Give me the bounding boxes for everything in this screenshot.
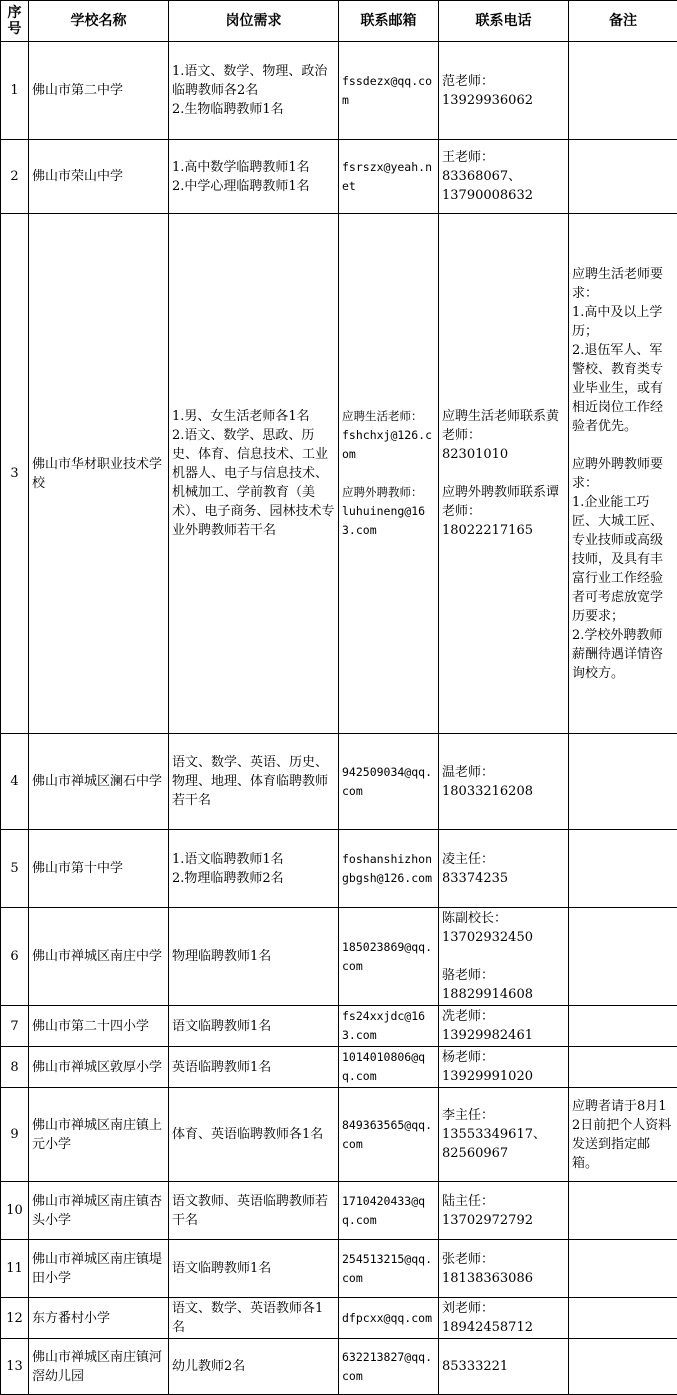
cell-notes (569, 1240, 677, 1298)
cell-index: 9 (1, 1088, 29, 1182)
cell-positions: 语文、数学、英语、历史、物理、地理、体育临聘教师若干名 (169, 734, 339, 830)
cell-school-name: 佛山市禅城区南庄镇上元小学 (29, 1088, 169, 1182)
cell-email[interactable]: 1710420433@qq.com (339, 1182, 439, 1240)
table-row (1, 140, 677, 214)
header-notes: 备注 (569, 1, 677, 42)
cell-positions: 1.语文临聘教师1名 2.物理临聘教师2名 (169, 830, 339, 908)
cell-index: 7 (1, 1006, 29, 1047)
cell-positions: 语文临聘教师1名 (169, 1006, 339, 1047)
cell-positions: 英语临聘教师1名 (169, 1047, 339, 1088)
cell-phone: 王老师： 83368067、 13790008632 (439, 140, 569, 214)
cell-notes (569, 908, 677, 1006)
cell-school-name: 佛山市第二十四小学 (29, 1006, 169, 1047)
cell-school-name: 东方番村小学 (29, 1298, 169, 1339)
cell-school-name: 佛山市禅城区南庄镇杏头小学 (29, 1182, 169, 1240)
header-email: 联系邮箱 (339, 1, 439, 42)
cell-positions: 1.男、女生活老师各1名 2.语文、数学、思政、历史、体育、信息技术、工业机器人、电子与信息技术、机械加工、学前教育（美术）、电子商务、园林技术专业外聘教师若干名 (169, 214, 339, 734)
cell-notes: 应聘生活老师要求： 1.高中及以上学历； 2.退伍军人、军警校、教育类专业毕业生，或有相近岗位工作经验者优先。 应聘外聘教师要求： 1.企业能工巧匠、大城工匠、专业技师或高级技师，及具有丰富行业工作经验者可考虑放宽学历要求； 2.学校外聘教师薪酬待遇详情咨询校方。 (569, 214, 677, 734)
table-row (1, 830, 677, 908)
cell-email[interactable]: 应聘生活老师： fshchxj@126.com 应聘外聘教师： luhuineng@163.com (339, 214, 439, 734)
cell-phone: 应聘生活老师联系黄老师： 82301010 应聘外聘教师联系谭老师： 18022217165 (439, 214, 569, 734)
cell-notes (569, 1298, 677, 1339)
table-row (1, 908, 677, 1006)
cell-index: 10 (1, 1182, 29, 1240)
cell-index: 3 (1, 214, 29, 734)
cell-phone: 刘老师： 18942458712 (439, 1298, 569, 1339)
cell-positions: 1.高中数学临聘教师1名 2.中学心理临聘教师1名 (169, 140, 339, 214)
cell-email[interactable]: fssdezx@qq.com (339, 42, 439, 140)
cell-school-name: 佛山市第二中学 (29, 42, 169, 140)
cell-notes (569, 734, 677, 830)
cell-school-name: 佛山市荣山中学 (29, 140, 169, 214)
cell-notes (569, 42, 677, 140)
cell-phone: 张老师： 18138363086 (439, 1240, 569, 1298)
table-row (1, 1240, 677, 1298)
cell-index: 8 (1, 1047, 29, 1088)
cell-phone: 温老师： 18033216208 (439, 734, 569, 830)
table-row (1, 1298, 677, 1339)
table-row (1, 1339, 677, 1395)
header-phone: 联系电话 (439, 1, 569, 42)
cell-school-name: 佛山市禅城区南庄镇河滘幼儿园 (29, 1339, 169, 1395)
cell-notes (569, 830, 677, 908)
cell-notes (569, 1047, 677, 1088)
table-body (1, 42, 677, 1395)
cell-notes (569, 1339, 677, 1395)
cell-positions: 语文、数学、英语教师各1名 (169, 1298, 339, 1339)
cell-email[interactable]: fs24xxjdc@163.com (339, 1006, 439, 1047)
cell-school-name: 佛山市禅城区敦厚小学 (29, 1047, 169, 1088)
cell-index: 4 (1, 734, 29, 830)
table-row (1, 1182, 677, 1240)
cell-phone: 冼老师： 13929982461 (439, 1006, 569, 1047)
cell-notes (569, 1006, 677, 1047)
cell-email[interactable]: 849363565@qq.com (339, 1088, 439, 1182)
cell-phone: 李主任： 13553349617、 82560967 (439, 1088, 569, 1182)
cell-phone: 陆主任： 13702972792 (439, 1182, 569, 1240)
cell-phone: 范老师： 13929936062 (439, 42, 569, 140)
cell-email[interactable]: foshanshizhongbgsh@126.com (339, 830, 439, 908)
cell-phone: 杨老师： 13929991020 (439, 1047, 569, 1088)
cell-index: 2 (1, 140, 29, 214)
table-row (1, 1088, 677, 1182)
table-row (1, 42, 677, 140)
cell-positions: 物理临聘教师1名 (169, 908, 339, 1006)
cell-school-name: 佛山市禅城区澜石中学 (29, 734, 169, 830)
table-row (1, 214, 677, 734)
cell-positions: 幼儿教师2名 (169, 1339, 339, 1395)
cell-school-name: 佛山市禅城区南庄中学 (29, 908, 169, 1006)
cell-positions: 体育、英语临聘教师各1名 (169, 1088, 339, 1182)
cell-positions: 语文临聘教师1名 (169, 1240, 339, 1298)
cell-notes: 应聘者请于8月12日前把个人资料发送到指定邮箱。 (569, 1088, 677, 1182)
cell-phone: 凌主任： 83374235 (439, 830, 569, 908)
cell-positions: 1.语文、数学、物理、政治临聘教师各2名 2.生物临聘教师1名 (169, 42, 339, 140)
table-row (1, 734, 677, 830)
cell-email[interactable]: 254513215@qq.com (339, 1240, 439, 1298)
cell-index: 12 (1, 1298, 29, 1339)
cell-phone: 85333221 (439, 1339, 569, 1395)
cell-school-name: 佛山市华材职业技术学校 (29, 214, 169, 734)
cell-index: 13 (1, 1339, 29, 1395)
cell-notes (569, 1182, 677, 1240)
cell-email[interactable]: 185023869@qq.com (339, 908, 439, 1006)
cell-school-name: 佛山市第十中学 (29, 830, 169, 908)
header-index: 序 号 (1, 1, 29, 42)
cell-email[interactable]: 1014010806@qq.com (339, 1047, 439, 1088)
cell-index: 6 (1, 908, 29, 1006)
header-row (1, 1, 677, 42)
table-row (1, 1006, 677, 1047)
cell-email[interactable]: dfpcxx@qq.com (339, 1298, 439, 1339)
cell-index: 11 (1, 1240, 29, 1298)
cell-positions: 语文教师、英语临聘教师若干名 (169, 1182, 339, 1240)
cell-phone: 陈副校长： 13702932450 骆老师： 18829914608 (439, 908, 569, 1006)
cell-email[interactable]: fsrszx@yeah.net (339, 140, 439, 214)
table-row (1, 1047, 677, 1088)
cell-school-name: 佛山市禅城区南庄镇堤田小学 (29, 1240, 169, 1298)
header-school-name: 学校名称 (29, 1, 169, 42)
cell-notes (569, 140, 677, 214)
header-positions: 岗位需求 (169, 1, 339, 42)
cell-email[interactable]: 942509034@qq.com (339, 734, 439, 830)
cell-email[interactable]: 632213827@qq.com (339, 1339, 439, 1395)
cell-index: 1 (1, 42, 29, 140)
cell-index: 5 (1, 830, 29, 908)
